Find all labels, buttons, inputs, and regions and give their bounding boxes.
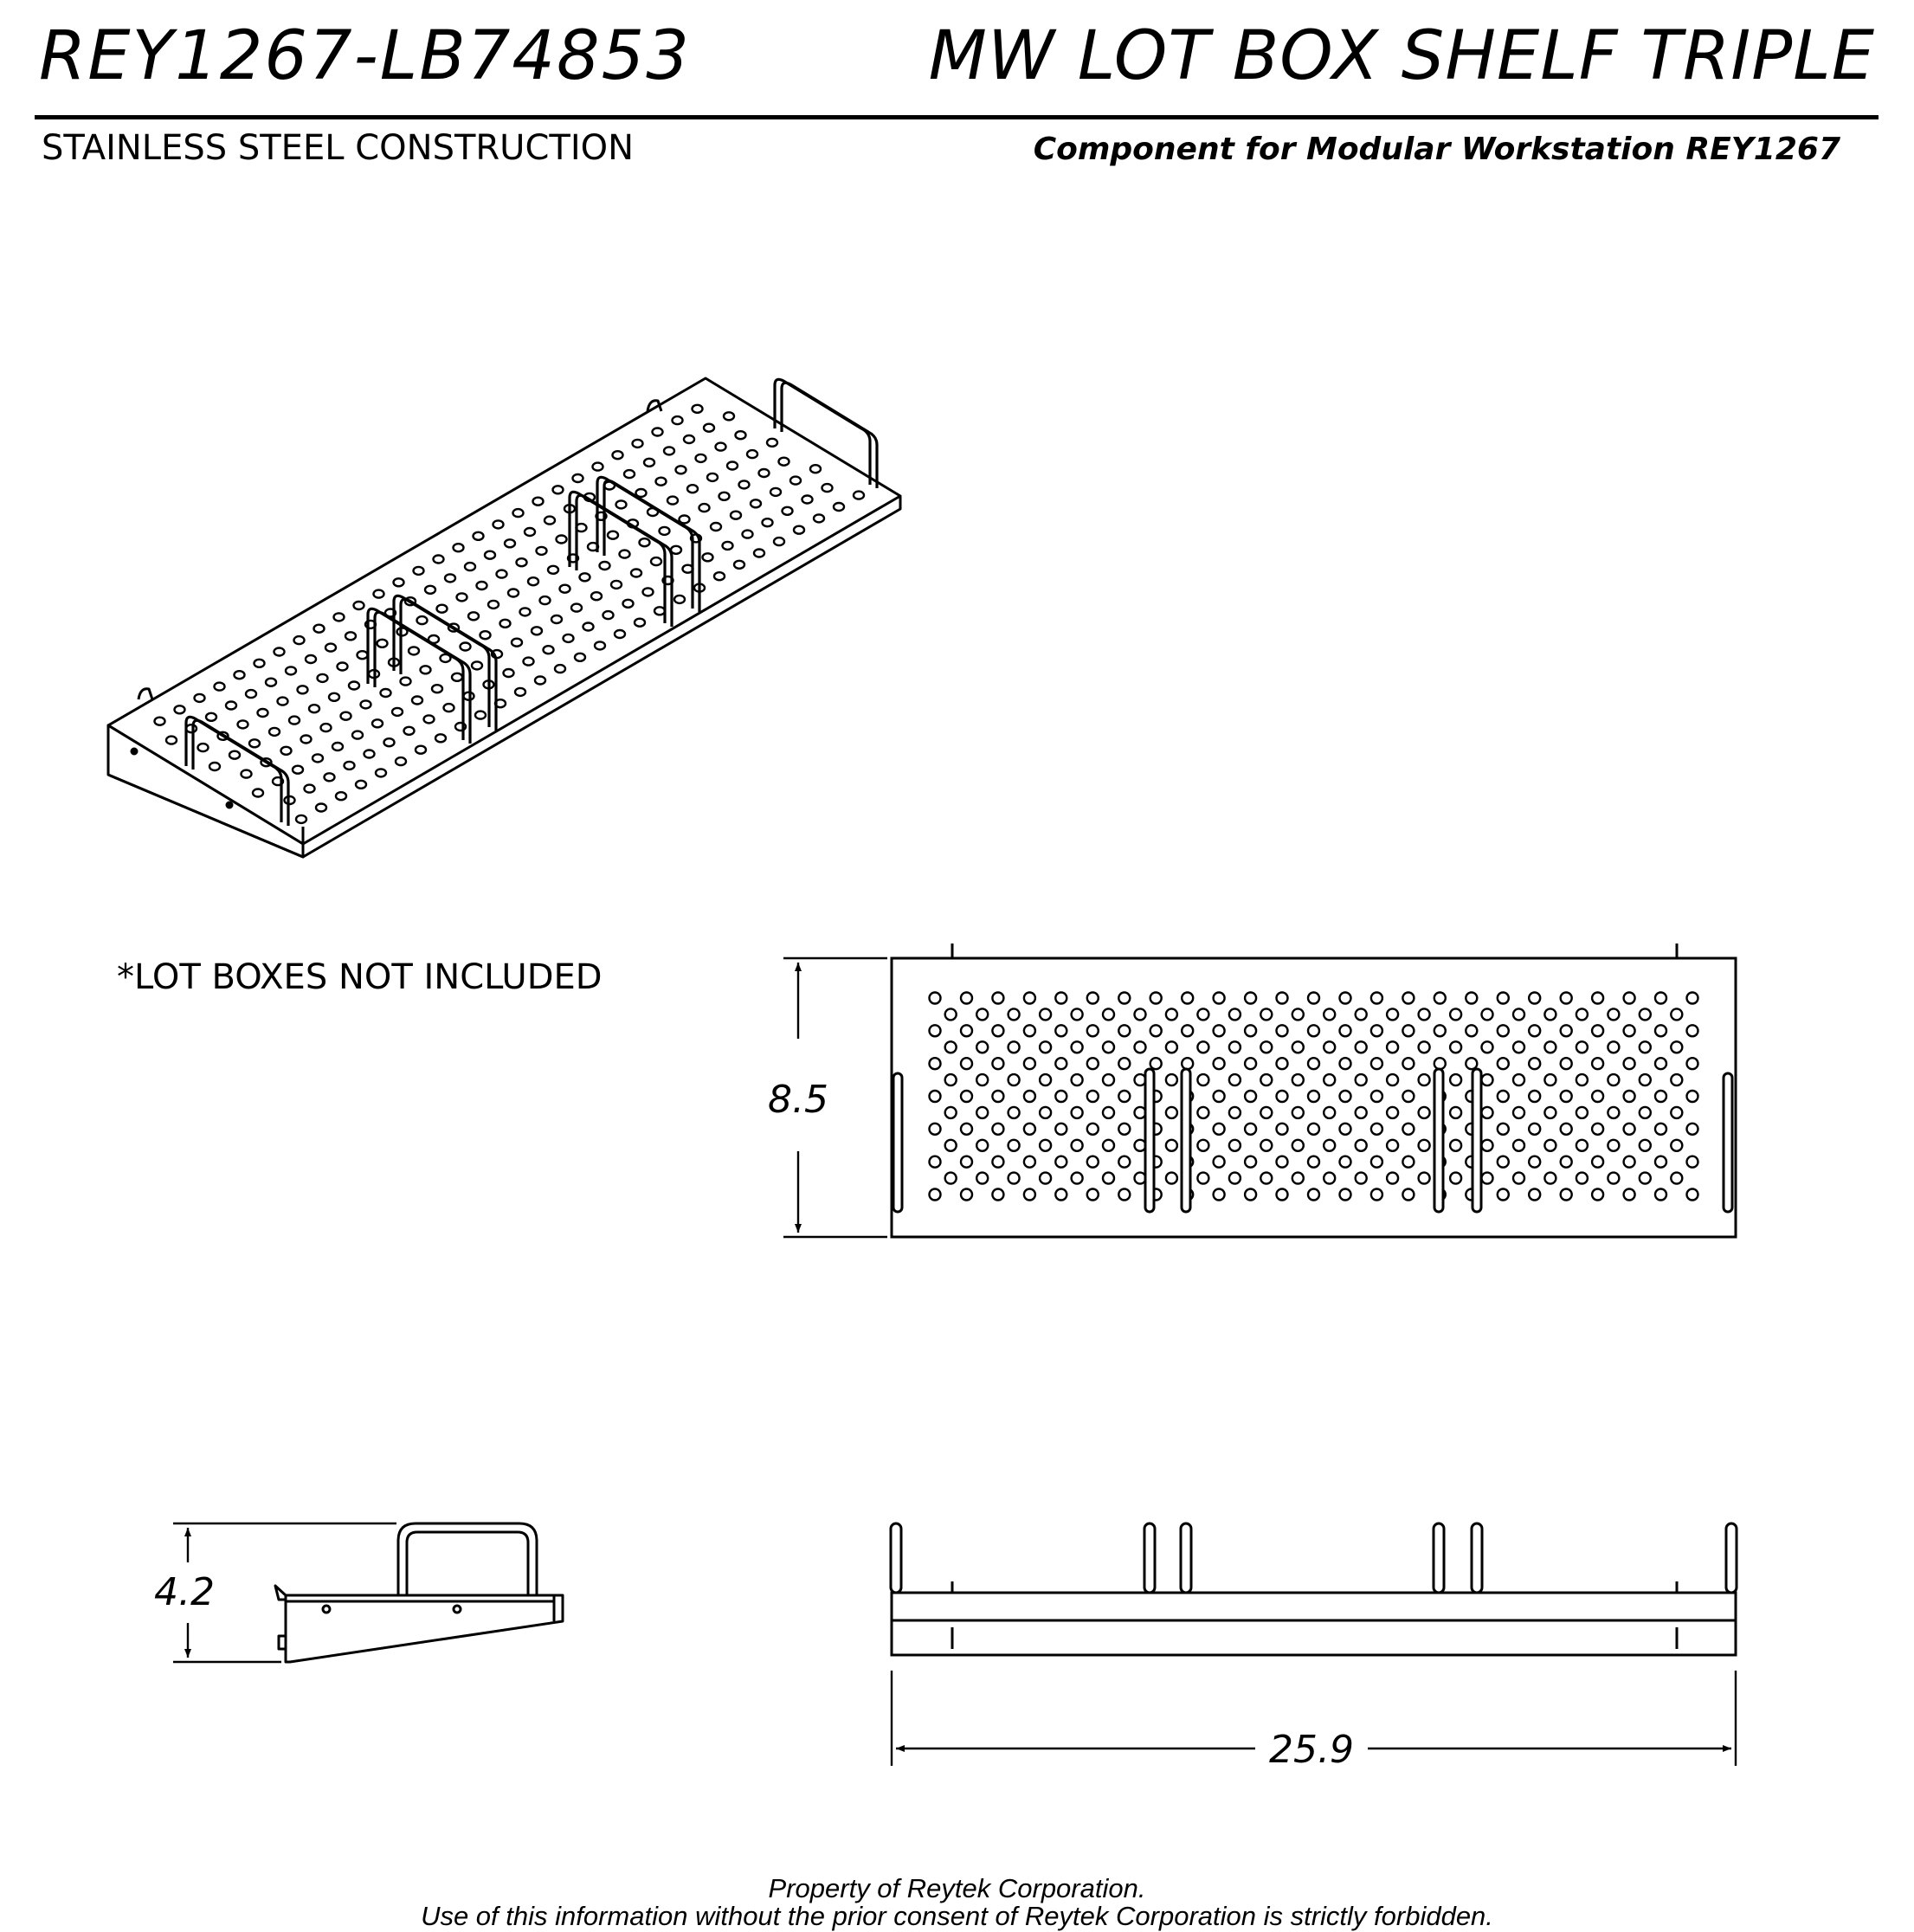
material-note: STAINLESS STEEL CONSTRUCTION	[42, 128, 635, 168]
iso-screw	[227, 802, 232, 808]
front-post	[891, 1523, 901, 1593]
front-view	[891, 1523, 1737, 1655]
front-post	[1726, 1523, 1737, 1593]
height-value: 4.2	[154, 1570, 215, 1614]
part-number: REY1267-LB74853	[39, 17, 691, 95]
side-view-hook	[275, 1586, 286, 1600]
front-post	[1144, 1523, 1155, 1593]
slot	[1473, 1069, 1481, 1212]
component-note: Component for Modular Workstation REY1267	[1033, 132, 1840, 167]
slot	[1145, 1069, 1154, 1212]
slot	[893, 1073, 902, 1212]
drawing-title: MW LOT BOX SHELF TRIPLE	[928, 17, 1875, 95]
side-view	[275, 1523, 563, 1662]
slot	[1724, 1073, 1732, 1212]
iso-screw	[132, 749, 137, 754]
depth-value: 8.5	[768, 1078, 828, 1122]
front-view-posts	[891, 1523, 1737, 1593]
top-view-outline	[892, 958, 1736, 1237]
iso-tab-left	[139, 689, 152, 699]
front-post	[1472, 1523, 1482, 1593]
side-view-handle	[398, 1523, 537, 1595]
iso-shelf-top	[108, 378, 900, 844]
front-post	[1181, 1523, 1191, 1593]
lot-boxes-note: *LOT BOXES NOT INCLUDED	[117, 957, 603, 997]
footer-disclaimer: Use of this information without the prior consent of Reytek Corporation is strictly forbidden.	[421, 1901, 1493, 1931]
slot	[1434, 1069, 1443, 1212]
footer-ownership: Property of Reytek Corporation.	[768, 1873, 1146, 1903]
front-view-body	[892, 1620, 1736, 1655]
front-view-rail	[892, 1593, 1736, 1620]
top-view	[892, 943, 1736, 1237]
front-post	[1434, 1523, 1444, 1593]
isometric-view	[108, 378, 900, 857]
width-value: 25.9	[1269, 1728, 1354, 1772]
slot	[1182, 1069, 1190, 1212]
